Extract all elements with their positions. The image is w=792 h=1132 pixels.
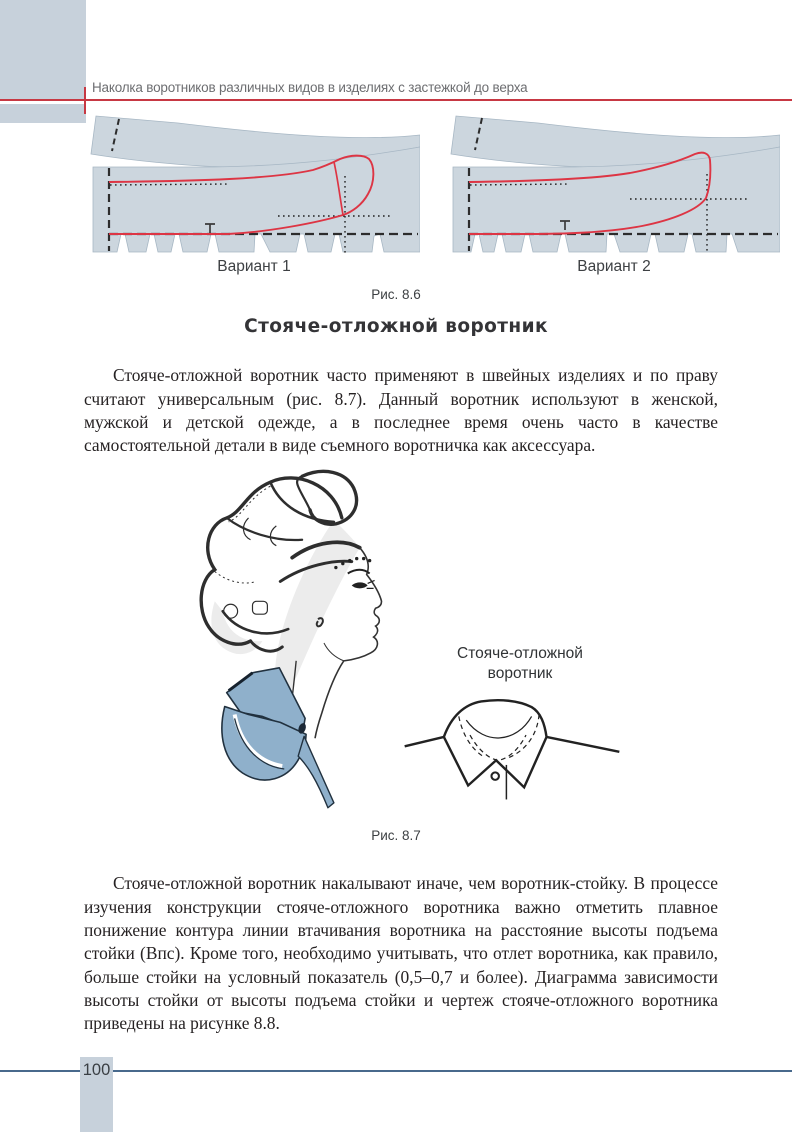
collar-schematic-drawing [403,694,621,820]
figure-8-7-caption: Рис. 8.7 [371,828,421,843]
paragraph-2: Стояче-отложной воротник накалывают иначе, чем воротник-стойку. В процессе изучения конструкции стояче-отложного воротника важно отметить плавное понижение контура линии втачивания воротника на расстояние высоты подъема стойки (Впс). Кроме того, необходимо учитывать, что отлет воротника, как правило, больше стойки на условный показатель (0,5–0,7 и более). Диаграмма зависимости высоты стойки от высоты подъема стойки и чертеж стояче-отложного воротника приведены на рисунке 8.8. [84,873,718,1034]
corner-decoration-strip [0,104,86,123]
collar-button [491,772,498,779]
header-red-rule [0,99,792,101]
collar-label-line1: Стояче-отложной [457,645,583,662]
paragraph-1: Стояче-отложной воротник часто применяют в швейных изделиях и по праву считают универсальным (рис. 8.7). Данный воротник используют в женской, мужской и детской одежде, а в последнее время очень часто в качестве самостоятельной детали в виде съемного воротничка как аксессуара. [84,365,718,456]
page-number: 100 [82,1061,111,1079]
pattern-diagram-variant-1 [88,110,420,260]
corner-decoration-box [0,0,86,99]
running-header: Наколка воротников различных видов в изделиях с застежкой до верха [92,80,528,95]
header-red-tick [84,87,86,114]
figure-8-6-caption: Рис. 8.6 [371,287,421,302]
collar-label-line2: воротник [487,665,553,682]
section-heading: Стояче-отложной воротник [244,316,548,337]
collar-label [420,644,620,684]
pattern-diagram-variant-2 [448,110,780,260]
variant-1-caption: Вариант 1 [217,258,291,275]
footer-rule [0,1070,792,1072]
variant-2-caption: Вариант 2 [577,258,651,275]
